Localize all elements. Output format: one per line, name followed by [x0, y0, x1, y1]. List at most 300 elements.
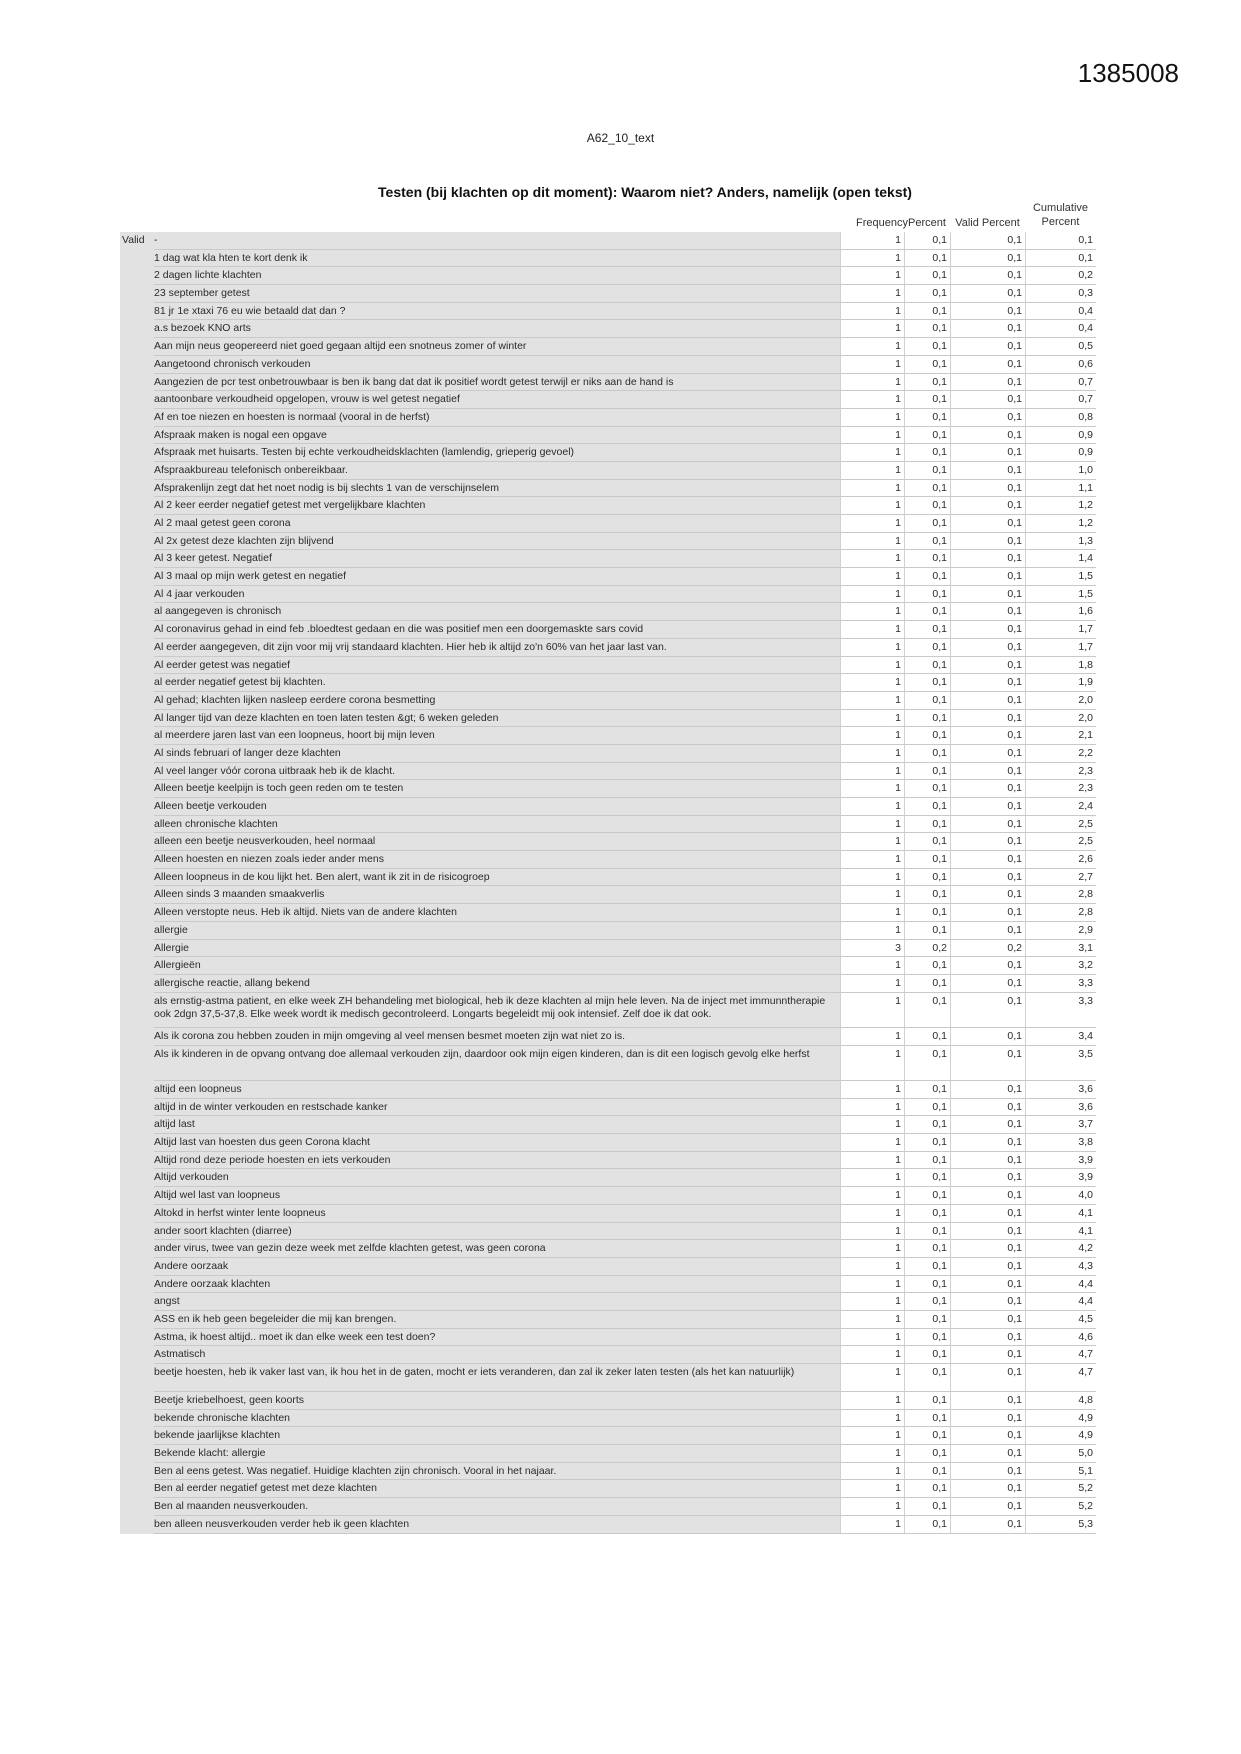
row-stub	[120, 427, 154, 445]
row-valid-percent: 0,1	[950, 1329, 1025, 1347]
row-label: Altijd last van hoesten dus geen Corona klacht	[154, 1134, 840, 1152]
row-label: allergische reactie, allang bekend	[154, 975, 840, 993]
table-row	[120, 957, 1096, 975]
row-percent: 0,1	[904, 550, 950, 568]
row-label: -	[154, 232, 840, 250]
row-percent: 0,1	[904, 1480, 950, 1498]
row-cumulative-percent: 5,0	[1025, 1445, 1096, 1463]
row-label: aantoonbare verkoudheid opgelopen, vrouw is wel getest negatief	[154, 391, 840, 409]
row-valid-percent: 0,1	[950, 320, 1025, 338]
row-percent: 0,1	[904, 1205, 950, 1223]
row-label: Astmatisch	[154, 1346, 840, 1364]
row-valid-percent: 0,1	[950, 1293, 1025, 1311]
table-row	[120, 409, 1096, 427]
row-frequency: 1	[840, 780, 904, 798]
row-frequency: 1	[840, 957, 904, 975]
row-valid-percent: 0,1	[950, 1099, 1025, 1117]
row-valid-percent: 0,1	[950, 727, 1025, 745]
row-percent: 0,1	[904, 869, 950, 887]
row-stub	[120, 975, 154, 993]
table-row	[120, 993, 1096, 1028]
row-stub	[120, 550, 154, 568]
row-stub	[120, 586, 154, 604]
row-frequency: 1	[840, 250, 904, 268]
row-percent: 0,1	[904, 1516, 950, 1534]
row-cumulative-percent: 2,8	[1025, 886, 1096, 904]
table-row	[120, 1099, 1096, 1117]
row-percent: 0,1	[904, 1410, 950, 1428]
row-stub	[120, 869, 154, 887]
row-label: altijd in de winter verkouden en restschade kanker	[154, 1099, 840, 1117]
row-cumulative-percent: 2,9	[1025, 922, 1096, 940]
row-frequency: 1	[840, 338, 904, 356]
row-label: Al 3 keer getest. Negatief	[154, 550, 840, 568]
row-stub	[120, 904, 154, 922]
row-frequency: 1	[840, 886, 904, 904]
row-label: Altijd wel last van loopneus	[154, 1187, 840, 1205]
row-label: Al gehad; klachten lijken nasleep eerdere corona besmetting	[154, 692, 840, 710]
row-stub	[120, 533, 154, 551]
row-stub	[120, 1364, 154, 1392]
row-label: Aangezien de pcr test onbetrouwbaar is ben ik bang dat dat ik positief wordt getest terwijl er niks aan de hand is	[154, 374, 840, 392]
row-percent: 0,1	[904, 568, 950, 586]
row-label: Al coronavirus gehad in eind feb .bloedtest gedaan en die was positief men een doorgemaskte sars covid	[154, 621, 840, 639]
row-percent: 0,2	[904, 940, 950, 958]
table-row	[120, 940, 1096, 958]
row-percent: 0,1	[904, 993, 950, 1028]
table-row	[120, 1134, 1096, 1152]
row-stub	[120, 1081, 154, 1099]
row-label: a.s bezoek KNO arts	[154, 320, 840, 338]
row-valid-percent: 0,1	[950, 745, 1025, 763]
row-stub	[120, 250, 154, 268]
table-row	[120, 1392, 1096, 1410]
row-stub	[120, 374, 154, 392]
row-frequency: 1	[840, 427, 904, 445]
row-label: al eerder negatief getest bij klachten.	[154, 674, 840, 692]
table-row	[120, 639, 1096, 657]
row-valid-percent: 0,1	[950, 285, 1025, 303]
row-label: alleen een beetje neusverkouden, heel normaal	[154, 833, 840, 851]
row-cumulative-percent: 2,1	[1025, 727, 1096, 745]
row-valid-percent: 0,1	[950, 550, 1025, 568]
row-frequency: 1	[840, 1346, 904, 1364]
row-stub	[120, 816, 154, 834]
row-label: 2 dagen lichte klachten	[154, 267, 840, 285]
row-label: Allergie	[154, 940, 840, 958]
row-valid-percent: 0,1	[950, 232, 1025, 250]
row-percent: 0,1	[904, 1276, 950, 1294]
row-label: Altokd in herfst winter lente loopneus	[154, 1205, 840, 1223]
table-row	[120, 1445, 1096, 1463]
table-row	[120, 515, 1096, 533]
row-cumulative-percent: 0,1	[1025, 250, 1096, 268]
table-row	[120, 1028, 1096, 1046]
row-frequency: 1	[840, 1410, 904, 1428]
table-row	[120, 356, 1096, 374]
row-valid-percent: 0,1	[950, 692, 1025, 710]
row-valid-percent: 0,1	[950, 444, 1025, 462]
row-percent: 0,1	[904, 657, 950, 675]
row-percent: 0,1	[904, 621, 950, 639]
row-valid-percent: 0,1	[950, 356, 1025, 374]
row-cumulative-percent: 5,2	[1025, 1480, 1096, 1498]
table-row	[120, 851, 1096, 869]
row-label: Altijd rond deze periode hoesten en iets verkouden	[154, 1152, 840, 1170]
row-valid-percent: 0,1	[950, 391, 1025, 409]
table-row	[120, 250, 1096, 268]
header-cumulative-line2: Percent	[1041, 216, 1080, 228]
row-percent: 0,1	[904, 285, 950, 303]
table-row	[120, 1152, 1096, 1170]
row-label: 1 dag wat kla hten te kort denk ik	[154, 250, 840, 268]
row-percent: 0,1	[904, 1427, 950, 1445]
row-label: Alleen loopneus in de kou lijkt het. Ben alert, want ik zit in de risicogroep	[154, 869, 840, 887]
row-stub	[120, 674, 154, 692]
table-row	[120, 1169, 1096, 1187]
row-cumulative-percent: 4,9	[1025, 1427, 1096, 1445]
row-valid-percent: 0,1	[950, 1081, 1025, 1099]
header-percent: Percent	[908, 217, 946, 229]
row-stub	[120, 1152, 154, 1170]
row-frequency: 1	[840, 1311, 904, 1329]
row-frequency: 1	[840, 568, 904, 586]
table-row	[120, 1187, 1096, 1205]
table-row	[120, 374, 1096, 392]
row-cumulative-percent: 3,9	[1025, 1169, 1096, 1187]
header-cumulative-line1: Cumulative	[1032, 202, 1089, 214]
row-label: Al 2 keer eerder negatief getest met vergelijkbare klachten	[154, 497, 840, 515]
row-frequency: 1	[840, 320, 904, 338]
row-frequency: 1	[840, 497, 904, 515]
row-stub	[120, 1516, 154, 1534]
row-valid-percent: 0,1	[950, 1028, 1025, 1046]
row-label: Als ik kinderen in de opvang ontvang doe allemaal verkouden zijn, daardoor ook mijn eigen kinderen, dan is dit een logisch gevolg elke herfst	[154, 1046, 840, 1081]
row-stub	[120, 356, 154, 374]
row-percent: 0,1	[904, 816, 950, 834]
row-valid-percent: 0,1	[950, 1498, 1025, 1516]
row-frequency: 1	[840, 1134, 904, 1152]
table-row	[120, 1293, 1096, 1311]
row-label: 81 jr 1e xtaxi 76 eu wie betaald dat dan ?	[154, 303, 840, 321]
row-valid-percent: 0,1	[950, 303, 1025, 321]
valid-label: Valid	[122, 232, 152, 250]
row-cumulative-percent: 2,2	[1025, 745, 1096, 763]
table-row	[120, 1311, 1096, 1329]
row-valid-percent: 0,1	[950, 904, 1025, 922]
row-percent: 0,1	[904, 1258, 950, 1276]
table-row	[120, 1480, 1096, 1498]
table-row	[120, 568, 1096, 586]
row-cumulative-percent: 4,3	[1025, 1258, 1096, 1276]
row-percent: 0,1	[904, 338, 950, 356]
row-cumulative-percent: 1,1	[1025, 480, 1096, 498]
row-valid-percent: 0,1	[950, 1410, 1025, 1428]
row-stub	[120, 1293, 154, 1311]
row-percent: 0,1	[904, 886, 950, 904]
row-label: Al 3 maal op mijn werk getest en negatief	[154, 568, 840, 586]
row-percent: 0,1	[904, 1445, 950, 1463]
table-row	[120, 285, 1096, 303]
row-percent: 0,1	[904, 710, 950, 728]
row-percent: 0,1	[904, 1081, 950, 1099]
row-percent: 0,1	[904, 1099, 950, 1117]
table-row	[120, 833, 1096, 851]
row-label: Bekende klacht: allergie	[154, 1445, 840, 1463]
row-label: Al 2x getest deze klachten zijn blijvend	[154, 533, 840, 551]
row-label: Beetje kriebelhoest, geen koorts	[154, 1392, 840, 1410]
row-frequency: 1	[840, 533, 904, 551]
row-valid-percent: 0,1	[950, 1187, 1025, 1205]
row-stub	[120, 1205, 154, 1223]
row-frequency: 1	[840, 603, 904, 621]
row-frequency: 1	[840, 1081, 904, 1099]
row-percent: 0,1	[904, 1116, 950, 1134]
row-cumulative-percent: 0,1	[1025, 232, 1096, 250]
row-label: alleen chronische klachten	[154, 816, 840, 834]
row-label: Afspraak maken is nogal een opgave	[154, 427, 840, 445]
row-label: Ben al eens getest. Was negatief. Huidige klachten zijn chronisch. Vooral in het najaar.	[154, 1463, 840, 1481]
row-label: Alleen beetje verkouden	[154, 798, 840, 816]
table-row	[120, 1081, 1096, 1099]
row-cumulative-percent: 0,7	[1025, 391, 1096, 409]
row-stub	[120, 497, 154, 515]
row-valid-percent: 0,1	[950, 427, 1025, 445]
row-frequency: 1	[840, 710, 904, 728]
row-cumulative-percent: 0,6	[1025, 356, 1096, 374]
row-label: Astma, ik hoest altijd.. moet ik dan elke week een test doen?	[154, 1329, 840, 1347]
row-stub	[120, 409, 154, 427]
row-cumulative-percent: 4,7	[1025, 1346, 1096, 1364]
row-stub	[120, 1028, 154, 1046]
table-row	[120, 816, 1096, 834]
row-percent: 0,1	[904, 1223, 950, 1241]
row-stub	[120, 267, 154, 285]
row-valid-percent: 0,1	[950, 1427, 1025, 1445]
row-frequency: 1	[840, 1028, 904, 1046]
row-frequency: 1	[840, 267, 904, 285]
row-frequency: 1	[840, 586, 904, 604]
row-label: Alleen beetje keelpijn is toch geen reden om te testen	[154, 780, 840, 798]
table-row	[120, 1223, 1096, 1241]
row-stub	[120, 1392, 154, 1410]
row-cumulative-percent: 1,7	[1025, 639, 1096, 657]
row-percent: 0,1	[904, 409, 950, 427]
row-label: ander soort klachten (diarree)	[154, 1223, 840, 1241]
row-valid-percent: 0,1	[950, 1516, 1025, 1534]
row-percent: 0,1	[904, 1134, 950, 1152]
row-stub	[120, 515, 154, 533]
row-stub	[120, 621, 154, 639]
row-valid-percent: 0,1	[950, 1205, 1025, 1223]
row-stub	[120, 1169, 154, 1187]
row-valid-percent: 0,1	[950, 710, 1025, 728]
row-frequency: 1	[840, 727, 904, 745]
row-label: Al veel langer vóór corona uitbraak heb ik de klacht.	[154, 763, 840, 781]
row-stub	[120, 1187, 154, 1205]
row-label: Al sinds februari of langer deze klachten	[154, 745, 840, 763]
row-label: 23 september getest	[154, 285, 840, 303]
header-valid-percent: Valid Percent	[955, 217, 1020, 229]
row-cumulative-percent: 3,9	[1025, 1152, 1096, 1170]
row-percent: 0,1	[904, 1240, 950, 1258]
table-row	[120, 657, 1096, 675]
row-valid-percent: 0,1	[950, 869, 1025, 887]
row-valid-percent: 0,1	[950, 1116, 1025, 1134]
table-row	[120, 904, 1096, 922]
row-cumulative-percent: 3,4	[1025, 1028, 1096, 1046]
table-row	[120, 1205, 1096, 1223]
row-label: als ernstig-astma patient, en elke week ZH behandeling met biological, heb ik deze klachten al mijn hele leven. Na de inject met immunntherapie ook 2dgn 37,5-37,8. Elke week wordt ik medisch gecontroleerd. Longarts begeleidt mij ook intensief. Zelf doe ik dat ook.	[154, 993, 840, 1028]
row-percent: 0,1	[904, 1392, 950, 1410]
row-frequency: 3	[840, 940, 904, 958]
table-body	[120, 232, 1096, 1534]
row-frequency: 1	[840, 285, 904, 303]
row-cumulative-percent: 2,4	[1025, 798, 1096, 816]
row-cumulative-percent: 5,1	[1025, 1463, 1096, 1481]
row-frequency: 1	[840, 816, 904, 834]
table-row	[120, 338, 1096, 356]
table-row	[120, 1410, 1096, 1428]
row-valid-percent: 0,1	[950, 480, 1025, 498]
row-valid-percent: 0,1	[950, 1152, 1025, 1170]
row-stub	[120, 727, 154, 745]
row-percent: 0,1	[904, 391, 950, 409]
row-label: allergie	[154, 922, 840, 940]
row-label: Af en toe niezen en hoesten is normaal (vooral in de herfst)	[154, 409, 840, 427]
row-cumulative-percent: 2,8	[1025, 904, 1096, 922]
row-valid-percent: 0,1	[950, 1276, 1025, 1294]
row-cumulative-percent: 4,2	[1025, 1240, 1096, 1258]
row-frequency: 1	[840, 1116, 904, 1134]
row-cumulative-percent: 4,4	[1025, 1276, 1096, 1294]
row-frequency: 1	[840, 444, 904, 462]
row-percent: 0,1	[904, 232, 950, 250]
row-valid-percent: 0,1	[950, 409, 1025, 427]
row-frequency: 1	[840, 1329, 904, 1347]
row-label: Altijd verkouden	[154, 1169, 840, 1187]
row-stub	[120, 1116, 154, 1134]
row-stub	[120, 1346, 154, 1364]
row-percent: 0,1	[904, 1293, 950, 1311]
row-frequency: 1	[840, 515, 904, 533]
row-valid-percent: 0,1	[950, 833, 1025, 851]
row-stub	[120, 922, 154, 940]
row-valid-percent: 0,1	[950, 886, 1025, 904]
row-valid-percent: 0,1	[950, 515, 1025, 533]
row-label: Al langer tijd van deze klachten en toen laten testen &gt; 6 weken geleden	[154, 710, 840, 728]
row-frequency: 1	[840, 1276, 904, 1294]
row-label: beetje hoesten, heb ik vaker last van, ik hou het in de gaten, mocht er iets veranderen, dan zal ik zeker laten testen (als het kan natuurlijk)	[154, 1364, 840, 1392]
table-row	[120, 727, 1096, 745]
row-valid-percent: 0,1	[950, 1392, 1025, 1410]
table-row	[120, 1276, 1096, 1294]
row-frequency: 1	[840, 1205, 904, 1223]
row-stub	[120, 1134, 154, 1152]
table-row	[120, 1364, 1096, 1392]
row-label: Al eerder aangegeven, dit zijn voor mij vrij standaard klachten. Hier heb ik altijd zo'n 60% van het jaar last van.	[154, 639, 840, 657]
row-percent: 0,1	[904, 303, 950, 321]
row-label: altijd een loopneus	[154, 1081, 840, 1099]
table-row	[120, 780, 1096, 798]
row-percent: 0,1	[904, 356, 950, 374]
table-row	[120, 586, 1096, 604]
row-percent: 0,1	[904, 975, 950, 993]
table-row	[120, 621, 1096, 639]
row-frequency: 1	[840, 763, 904, 781]
row-cumulative-percent: 4,1	[1025, 1223, 1096, 1241]
row-label: Allergieën	[154, 957, 840, 975]
row-stub	[120, 1463, 154, 1481]
row-stub	[120, 480, 154, 498]
row-stub	[120, 1480, 154, 1498]
row-frequency: 1	[840, 1463, 904, 1481]
row-stub	[120, 1046, 154, 1081]
row-stub	[120, 1329, 154, 1347]
row-frequency: 1	[840, 1223, 904, 1241]
row-cumulative-percent: 3,3	[1025, 975, 1096, 993]
table-row	[120, 869, 1096, 887]
table-row	[120, 1258, 1096, 1276]
row-valid-percent: 0,1	[950, 250, 1025, 268]
row-frequency: 1	[840, 409, 904, 427]
row-frequency: 1	[840, 674, 904, 692]
table-row	[120, 1346, 1096, 1364]
table-row	[120, 1329, 1096, 1347]
table-row	[120, 798, 1096, 816]
row-cumulative-percent: 1,7	[1025, 621, 1096, 639]
row-stub	[120, 320, 154, 338]
row-frequency: 1	[840, 798, 904, 816]
row-frequency: 1	[840, 1258, 904, 1276]
row-cumulative-percent: 1,5	[1025, 586, 1096, 604]
row-percent: 0,1	[904, 904, 950, 922]
table-row	[120, 391, 1096, 409]
row-valid-percent: 0,1	[950, 674, 1025, 692]
row-valid-percent: 0,1	[950, 603, 1025, 621]
row-cumulative-percent: 5,2	[1025, 1498, 1096, 1516]
row-cumulative-percent: 1,2	[1025, 515, 1096, 533]
row-cumulative-percent: 2,5	[1025, 833, 1096, 851]
row-label: Alleen hoesten en niezen zoals ieder ander mens	[154, 851, 840, 869]
row-frequency: 1	[840, 904, 904, 922]
row-valid-percent: 0,1	[950, 1169, 1025, 1187]
row-frequency: 1	[840, 1293, 904, 1311]
row-stub	[120, 1258, 154, 1276]
row-frequency: 1	[840, 1445, 904, 1463]
row-stub	[120, 285, 154, 303]
row-cumulative-percent: 1,8	[1025, 657, 1096, 675]
row-label: Alleen verstopte neus. Heb ik altijd. Niets van de andere klachten	[154, 904, 840, 922]
row-cumulative-percent: 2,3	[1025, 763, 1096, 781]
row-stub	[120, 1099, 154, 1117]
table-row	[120, 1046, 1096, 1081]
table-row	[120, 745, 1096, 763]
row-percent: 0,1	[904, 586, 950, 604]
row-label: Al 4 jaar verkouden	[154, 586, 840, 604]
row-cumulative-percent: 0,8	[1025, 409, 1096, 427]
row-frequency: 1	[840, 833, 904, 851]
row-cumulative-percent: 1,9	[1025, 674, 1096, 692]
row-cumulative-percent: 2,0	[1025, 710, 1096, 728]
row-stub	[120, 444, 154, 462]
row-stub	[120, 1276, 154, 1294]
row-label: angst	[154, 1293, 840, 1311]
row-frequency: 1	[840, 1169, 904, 1187]
row-percent: 0,1	[904, 1152, 950, 1170]
row-frequency: 1	[840, 1187, 904, 1205]
row-percent: 0,1	[904, 1028, 950, 1046]
